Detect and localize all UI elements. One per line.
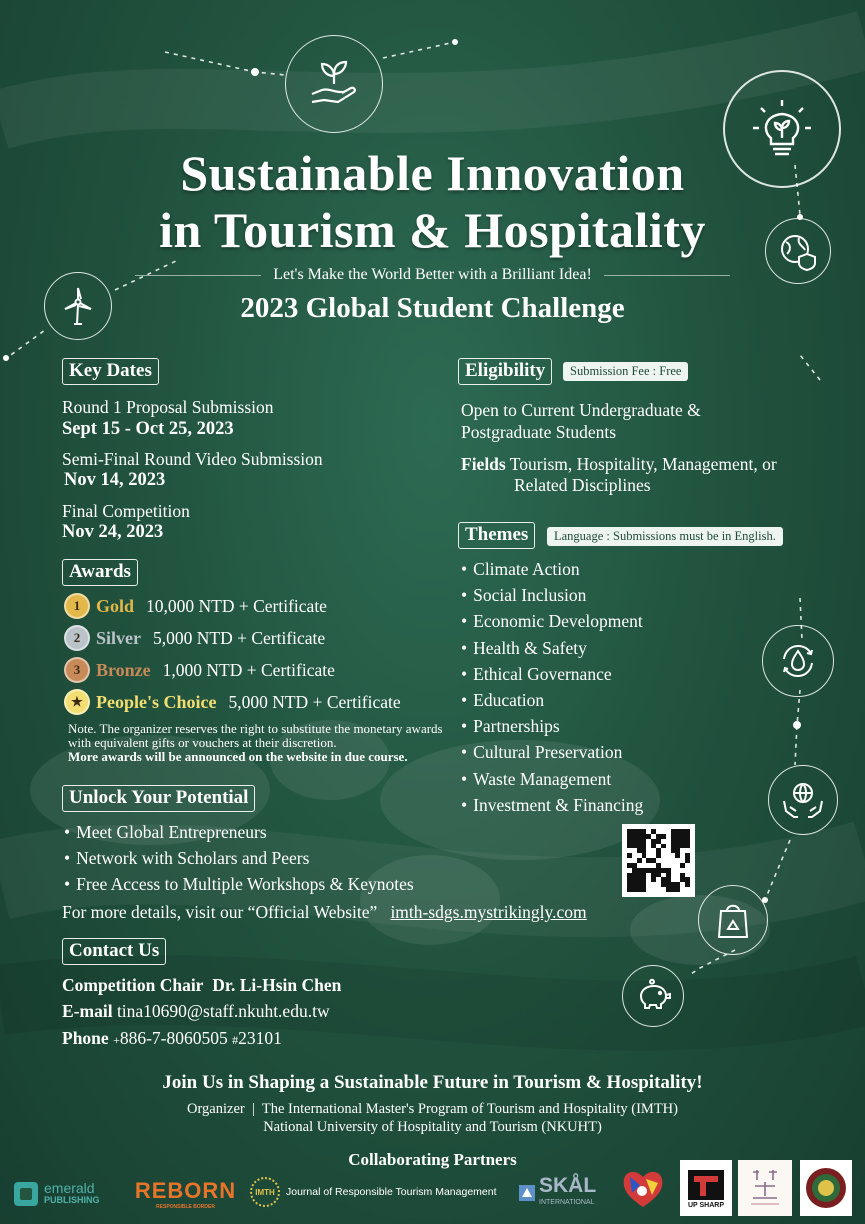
- list-item: • Cultural Preservation: [461, 739, 643, 765]
- email-link[interactable]: tina10690@staff.nkuht.edu.tw: [116, 1001, 330, 1021]
- fields-row: [461, 454, 777, 475]
- list-item: • Ethical Governance: [461, 661, 643, 687]
- gold-medal-icon: 1: [64, 593, 90, 619]
- award-prize: 5,000 NTD + Certificate: [153, 627, 326, 648]
- award-gold: [64, 592, 327, 620]
- emerald-text: emerald: [44, 1180, 95, 1196]
- tagline-divider-left: [135, 275, 261, 276]
- up-sharp-logo: [680, 1160, 732, 1216]
- award-silver: [64, 624, 325, 652]
- chair-name: Dr. Li-Hsin Chen: [212, 975, 342, 995]
- contact-us-label: Contact Us: [62, 938, 166, 965]
- reborn-subtext: RESPONSIBLE BORDER: [156, 1204, 215, 1210]
- skal-icon: [518, 1184, 536, 1202]
- award-prize: 10,000 NTD + Certificate: [146, 595, 327, 616]
- jrtm-logo: [250, 1174, 512, 1210]
- challenge-title: 2023 Global Student Challenge: [240, 292, 625, 324]
- award-rank: Gold: [96, 595, 135, 616]
- water-recycle-icon: [762, 625, 834, 697]
- list-item: • Investment & Financing: [461, 792, 643, 818]
- partners-title: Collaborating Partners: [348, 1150, 517, 1169]
- university-seal-icon: [804, 1166, 848, 1210]
- qr-code[interactable]: [622, 824, 695, 897]
- list-item: • Free Access to Multiple Workshops & Keynotes: [64, 871, 414, 897]
- phone-label: Phone: [62, 1028, 109, 1048]
- semifinal-title: Semi-Final Round Video Submission: [62, 449, 323, 469]
- website-link[interactable]: imth-sdgs.mystrikingly.com: [390, 902, 587, 922]
- round1-date: Sept 15 - Oct 25, 2023: [62, 419, 234, 439]
- email-row: [62, 1001, 330, 1022]
- themes-label: Themes: [458, 522, 535, 549]
- chair-row: [62, 975, 341, 996]
- organizer-separator: |: [248, 1101, 259, 1117]
- phone-ext-mark: #: [232, 1033, 239, 1047]
- details-text: For more details, visit our “Official Website”: [62, 902, 378, 922]
- semifinal-date: Nov 14, 2023: [64, 470, 166, 490]
- awards-more-text: More awards will be announced on the website in due course.: [68, 749, 408, 764]
- partner-flag-logo: [618, 1166, 668, 1212]
- join-us-text: Join Us in Shaping a Sustainable Future in Tourism & Hospitality!: [162, 1072, 703, 1093]
- emerald-icon: [12, 1180, 40, 1208]
- skal-text: SKÅL: [539, 1174, 597, 1197]
- award-rank: Bronze: [96, 659, 151, 680]
- unlock-potential-label: Unlock Your Potential: [62, 785, 255, 812]
- qr-module: [685, 887, 690, 892]
- organizer-block: [0, 1100, 865, 1136]
- up-sharp-icon: [686, 1168, 726, 1202]
- awards-note: [68, 722, 453, 764]
- fields-label: Fields: [461, 454, 506, 474]
- main-title-line1: Sustainable Innovation: [180, 145, 685, 201]
- eligibility-line1: Open to Current Undergraduate &: [461, 400, 701, 420]
- silver-medal-icon: 2: [64, 625, 90, 651]
- eligibility-label: Eligibility: [458, 358, 552, 385]
- tagline: Let's Make the World Better with a Brilliant Idea!: [273, 266, 592, 283]
- award-rank: Silver: [96, 627, 141, 648]
- award-peoples-choice: [64, 688, 401, 716]
- organizer-line1: [0, 1100, 865, 1118]
- organizer-name: The International Master's Program of Tourism and Hospitality (IMTH): [261, 1101, 678, 1117]
- chair-label: Competition Chair: [62, 975, 204, 995]
- phone-prefix: +: [113, 1033, 120, 1047]
- award-rank: People's Choice: [96, 691, 217, 712]
- phone-number: 886-7-8060505: [119, 1028, 228, 1048]
- eligibility-line2: Postgraduate Students: [461, 422, 617, 442]
- list-item: • Climate Action: [461, 556, 643, 582]
- list-item: • Waste Management: [461, 766, 643, 792]
- award-bronze: [64, 656, 335, 684]
- skal-international-logo: [518, 1174, 613, 1212]
- awards-label: Awards: [62, 559, 138, 586]
- piggy-bank-icon: [622, 965, 684, 1027]
- phone-row: [62, 1028, 282, 1049]
- flags-heart-icon: [620, 1167, 666, 1211]
- list-item: • Social Inclusion: [461, 582, 643, 608]
- award-prize: 1,000 NTD + Certificate: [162, 659, 335, 680]
- reborn-text: REBORN: [134, 1178, 237, 1203]
- jrtm-text: Journal of Responsible Tourism Management: [286, 1186, 497, 1198]
- fields-line1: Tourism, Hospitality, Management, or: [509, 454, 777, 474]
- partner-emblem-logo: [738, 1160, 792, 1216]
- key-dates-label: Key Dates: [62, 358, 159, 385]
- awards-note-text: Note. The organizer reserves the right to substitute the monetary awards with equivalent gifts or vouchers at their discretion.: [68, 721, 443, 750]
- tagline-row: [135, 264, 730, 286]
- emerald-publishing-logo: [12, 1174, 117, 1214]
- university-seal-logo: [800, 1160, 852, 1216]
- round1-title: Round 1 Proposal Submission: [62, 397, 274, 417]
- language-badge: Language : Submissions must be in English.: [547, 527, 783, 546]
- final-date: Nov 24, 2023: [62, 522, 164, 542]
- recycle-bag-icon: [698, 885, 768, 955]
- up-sharp-text: UP SHARP: [687, 1201, 725, 1209]
- plant-hand-icon: [285, 35, 383, 133]
- list-item: • Partnerships: [461, 713, 643, 739]
- emerald-publishing-text: PUBLISHING: [44, 1195, 100, 1205]
- final-title: Final Competition: [62, 501, 190, 521]
- organizer-line2: National University of Hospitality and Tourism (NKUHT): [263, 1119, 602, 1135]
- potential-list: [64, 819, 414, 898]
- submission-fee-badge: Submission Fee : Free: [563, 362, 688, 381]
- details-row: [62, 902, 587, 923]
- list-item: • Network with Scholars and Peers: [64, 845, 414, 871]
- partner-emblem-icon: [745, 1166, 785, 1210]
- email-label: E-mail: [62, 1001, 113, 1021]
- list-item: • Health & Safety: [461, 635, 643, 661]
- bronze-medal-icon: 3: [64, 657, 90, 683]
- organizer-label: Organizer: [187, 1101, 245, 1117]
- qr-code-pattern: [627, 829, 690, 892]
- list-item: • Education: [461, 687, 643, 713]
- jrtm-badge: IMTH: [250, 1177, 280, 1207]
- tagline-divider-right: [604, 275, 730, 276]
- reborn-logo: [128, 1176, 243, 1212]
- fields-line2: Related Disciplines: [514, 475, 651, 495]
- award-prize: 5,000 NTD + Certificate: [228, 691, 401, 712]
- list-item: • Meet Global Entrepreneurs: [64, 819, 414, 845]
- skal-subtext: INTERNATIONAL: [539, 1199, 595, 1206]
- peoples-choice-trophy-icon: ★: [64, 689, 90, 715]
- list-item: • Economic Development: [461, 608, 643, 634]
- phone-ext: 23101: [238, 1028, 282, 1048]
- globe-hands-icon: [768, 765, 838, 835]
- themes-list: [461, 556, 643, 818]
- main-title-line2: in Tourism & Hospitality: [159, 202, 706, 258]
